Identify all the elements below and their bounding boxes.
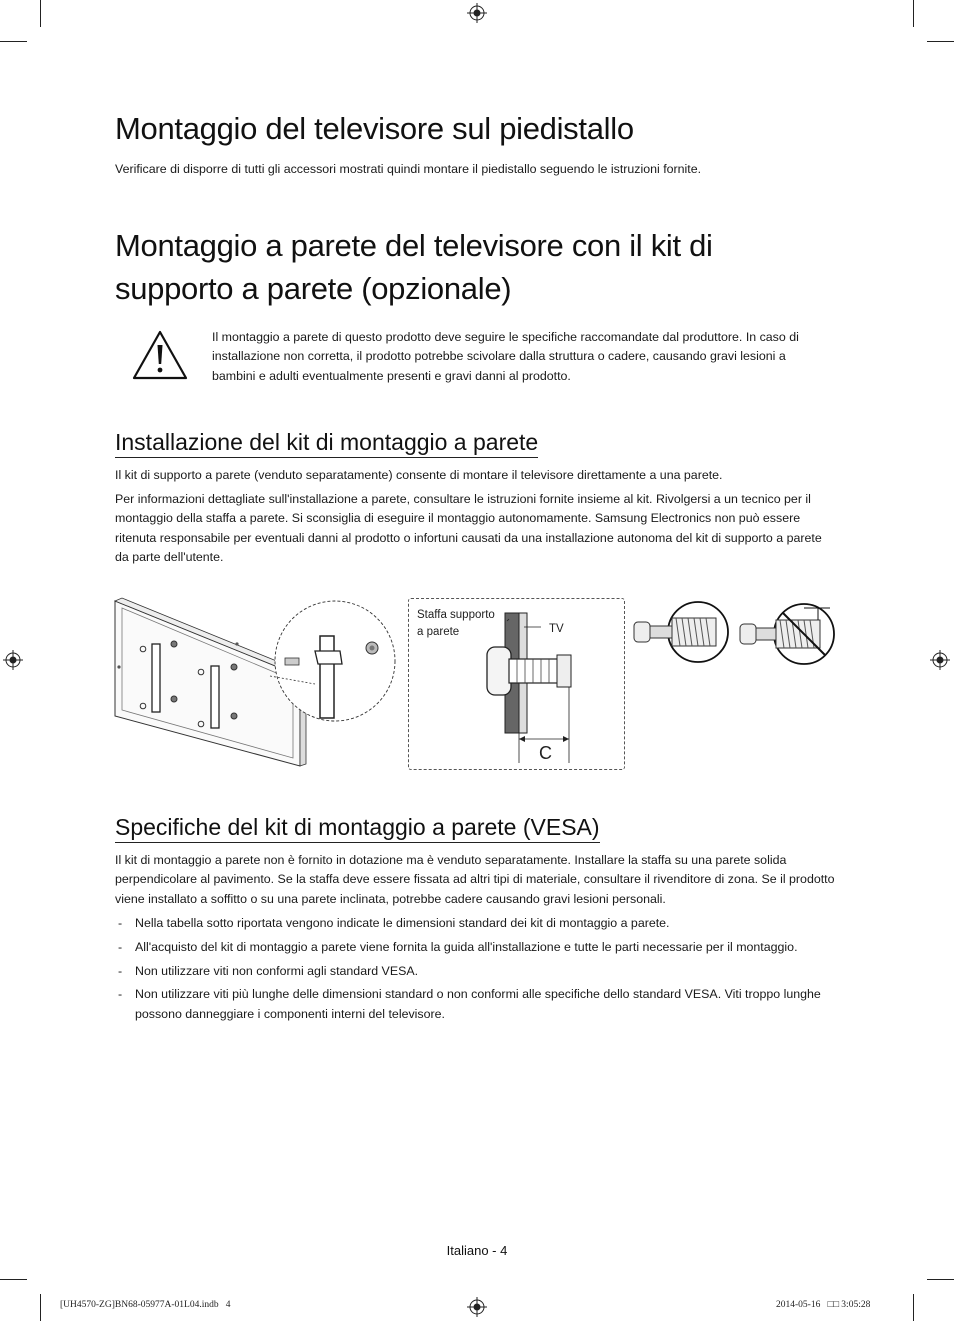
vesa-intro-text: Il kit di montaggio a parete non è fornito in dotazione ma è venduto separatamente. Installare la staffa su una parete solida perpendicolare al pavimento. Se la staffa deve essere fissata ad altri tipi di materiale, consultare il rivenditore di zona. Se il prodotto viene installato a soffitto o su una parete inclinata, potrebbe cadere causando gravi lesioni personali. bbox=[115, 853, 835, 906]
wall-section-title-line2: supporto a parete (opzionale) bbox=[115, 271, 512, 306]
registration-mark-icon bbox=[467, 3, 487, 23]
crop-mark bbox=[0, 41, 27, 42]
crop-mark bbox=[913, 0, 914, 27]
cross-section-diagram bbox=[408, 598, 625, 770]
footer-file-name: [UH4570-ZG]BN68-05977A-01L04.indb 4 bbox=[60, 1300, 231, 1310]
stand-section-text: Verificare di disporre di tutti gli accessori mostrati quindi montare il piedistallo seguendo le istruzioni fornite. bbox=[115, 162, 702, 176]
correct-screw-icon bbox=[630, 600, 730, 664]
registration-mark-icon bbox=[3, 650, 23, 670]
list-item: - All'acquisto del kit di montaggio a parete viene fornita la guida all'installazione e tutte le parti necessarie per il montaggio. bbox=[115, 938, 840, 957]
crop-mark bbox=[913, 1294, 914, 1321]
install-para-1: Il kit di supporto a parete (venduto separatamente) consente di montare il televisore direttamente a una parete. bbox=[115, 468, 723, 482]
install-para-2: Per informazioni dettagliate sull'installazione a parete, consultare le istruzioni fornite insieme al kit. Rivolgersi a un tecnico per il montaggio della staffa a parete. Si sconsiglia di eseguire il montaggio autonomamente. Samsung Electronics non può essere ritenuta responsabile per eventuali danni al prodotto o infortuni causati da una installazione autonoma del kit di supporto a parete da parte dell'utente. bbox=[115, 492, 822, 564]
crop-mark bbox=[40, 0, 41, 27]
page-number-label: Italiano - 4 bbox=[446, 1243, 508, 1258]
stand-section-title: Montaggio del televisore sul piedistallo bbox=[115, 111, 634, 146]
label-tv: TV bbox=[549, 623, 564, 635]
wall-section-title-line1: Montaggio a parete del televisore con il kit di bbox=[115, 228, 713, 263]
vesa-section-title: Specifiche del kit di montaggio a parete (VESA) bbox=[115, 813, 600, 843]
registration-mark-icon bbox=[467, 1297, 487, 1317]
crop-mark bbox=[40, 1294, 41, 1321]
vesa-bullet-list bbox=[115, 914, 840, 1028]
list-item: - Non utilizzare viti non conformi agli standard VESA. bbox=[115, 962, 840, 981]
label-bracket-line1: Staffa supporto bbox=[417, 609, 495, 621]
footer-timestamp: 2014-05-16 □□ 3:05:28 bbox=[776, 1300, 871, 1310]
warning-triangle-icon bbox=[131, 329, 189, 381]
install-section-title: Installazione del kit di montaggio a parete bbox=[115, 428, 538, 458]
crop-mark bbox=[0, 1279, 27, 1280]
wall-warning-text: Il montaggio a parete di questo prodotto deve seguire le specifiche raccomandate dal produttore. In caso di installazione non corretta, il prodotto potrebbe scivolare dalla struttura o cadere, causando gravi lesioni a bambini e adulti eventualmente presenti e gravi danni al prodotto. bbox=[212, 330, 799, 383]
label-c: C bbox=[539, 743, 552, 763]
list-item: - Nella tabella sotto riportata vengono indicate le dimensioni standard dei kit di montaggio a parete. bbox=[115, 914, 840, 933]
tv-back-wall-mount-illustration bbox=[110, 596, 420, 776]
crop-mark bbox=[927, 1279, 954, 1280]
incorrect-screw-icon bbox=[738, 600, 838, 668]
label-bracket-line2: a parete bbox=[417, 626, 460, 638]
list-item: - Non utilizzare viti più lunghe delle dimensioni standard o non conformi alle specifiche dello standard VESA. Viti troppo lunghe possono danneggiare i componenti interni del televisore. bbox=[115, 985, 840, 1024]
registration-mark-icon bbox=[930, 650, 950, 670]
crop-mark bbox=[927, 41, 954, 42]
label-bracket bbox=[417, 607, 495, 641]
